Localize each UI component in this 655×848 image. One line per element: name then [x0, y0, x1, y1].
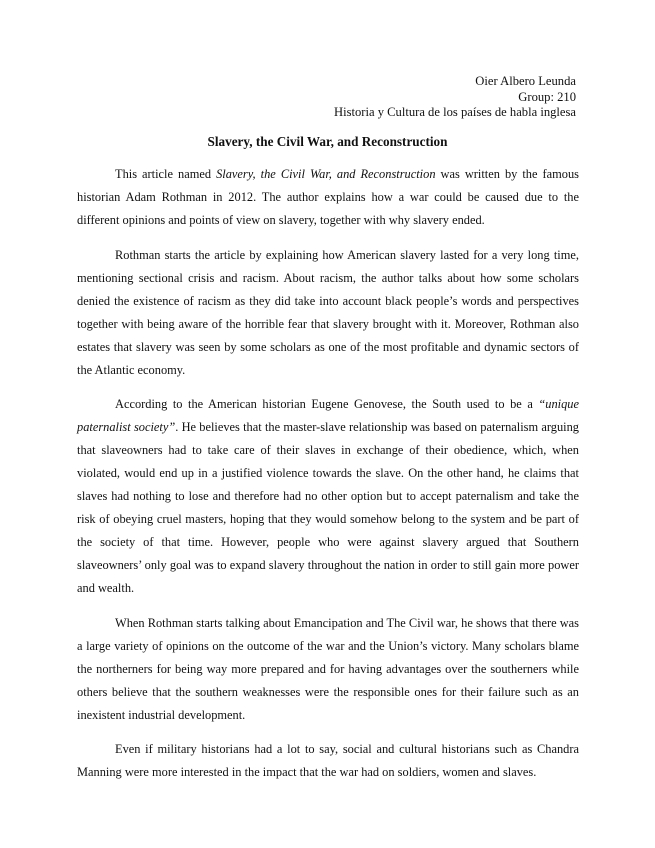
paragraph-2: Rothman starts the article by explaining how American slavery lasted for a very long time, mentioning sectional crisis and racism. About racism, the author talks about how some scholars denied the existence of racism as they did take into account black people’s words and perspectives together with being aware of the horrible fear that slavery brought with it. Moreover, Rothman also estates that slavery was seen by some scholars as one of the most profitable and dynamic sectors of the Atlantic economy.	[77, 247, 579, 377]
document-title: Slavery, the Civil War, and Reconstruction	[207, 134, 448, 149]
document-header	[334, 74, 576, 121]
paragraph-text: According to the American historian Eugene Genovese, the South used to be a	[115, 397, 539, 411]
group-label: Group: 210	[518, 89, 576, 104]
paragraph-3	[77, 393, 579, 600]
author-name: Oier Albero Leunda	[475, 74, 576, 88]
paragraph-1	[77, 163, 579, 232]
document-body	[77, 163, 579, 796]
paragraph-text: was written by the famous historian Adam Rothman in 2012. The author explains how a war could be caused due to the different opinions and points of view on slavery, together with why slavery ended.	[77, 167, 579, 227]
course-name: Historia y Cultura de los países de habla inglesa	[333, 105, 576, 120]
paragraph-5: Even if military historians had a lot to say, social and cultural historians such as Chandra Manning were more interested in the impact that the war had on soldiers, women and slaves.	[77, 742, 579, 779]
paragraph-4: When Rothman starts talking about Emancipation and The Civil war, he shows that there was a large variety of opinions on the outcome of the war and the Union’s victory. Many scholars blame the northerners for being way more prepared and for having advantages over the southerners while others believe that the southern weaknesses were the responsible ones for their failure such as an inexistent industrial development.	[77, 615, 579, 722]
paragraph-text: . He believes that the master-slave relationship was based on paternalism arguing that slaveowners had to take care of their slaves in exchange of their obedience, which, when violated, would end up in a justified violence towards the slave. On the other hand, he claims that slaves had nothing to lose and therefore had no other option but to accept paternalism and take the risk of obeying cruel masters, hoping that they would somehow belong to the system and be part of the society of that time. However, people who were against slavery argued that Southern slaveowners’ only goal was to expand slavery throughout the nation in order to still gain more power and wealth.	[77, 420, 579, 595]
paragraph-text: This article named	[115, 167, 217, 181]
article-title-italic: Slavery, the Civil War, and Reconstruction	[216, 167, 436, 181]
quote-italic: “unique paternalist society”	[77, 397, 579, 434]
